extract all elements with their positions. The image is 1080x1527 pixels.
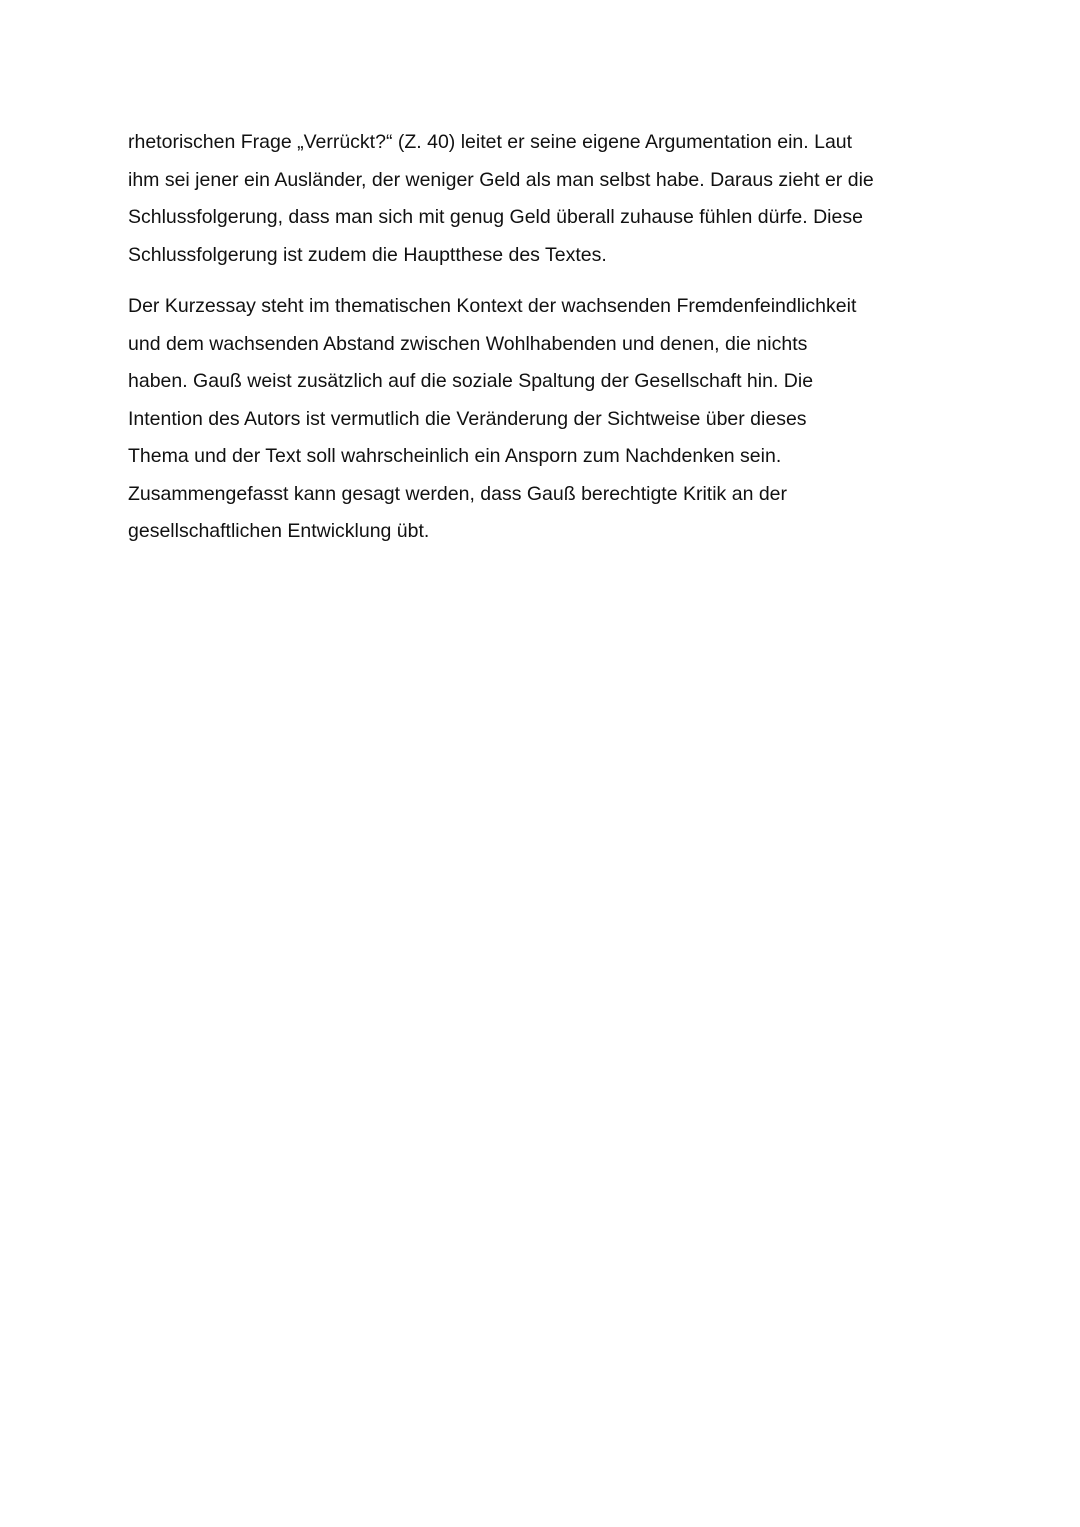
text-line: rhetorischen Frage „Verrückt?“ (Z. 40) leitet er seine eigene Argumentation ein. Laut: [128, 131, 853, 153]
body-text: [128, 124, 958, 551]
text-line: Schlussfolgerung ist zudem die Hauptthese des Textes.: [128, 243, 607, 266]
text-line: Der Kurzessay steht im thematischen Kontext der wachsenden Fremdenfeindlichkeit: [128, 295, 857, 317]
paragraph-context: [128, 288, 958, 551]
text-line: Schlussfolgerung, dass man sich mit genug Geld überall zuhause fühlen dürfe. Diese: [128, 206, 863, 228]
text-line: Thema und der Text soll wahrscheinlich ein Ansporn zum Nachdenken sein.: [128, 445, 782, 467]
text-line: Zusammengefasst kann gesagt werden, dass Gauß berechtigte Kritik an der: [128, 482, 788, 505]
text-line: haben. Gauß weist zusätzlich auf die soziale Spaltung der Gesellschaft hin. Die: [128, 370, 814, 392]
text-line: ihm sei jener ein Ausländer, der weniger Geld als man selbst habe. Daraus zieht er die: [128, 168, 874, 191]
paragraph-argumentation: [128, 124, 958, 274]
text-line: und dem wachsenden Abstand zwischen Wohlhabenden und denen, die nichts: [128, 332, 808, 355]
text-line: Intention des Autors ist vermutlich die Veränderung der Sichtweise über dieses: [128, 407, 807, 430]
text-line: gesellschaftlichen Entwicklung übt.: [128, 520, 430, 542]
